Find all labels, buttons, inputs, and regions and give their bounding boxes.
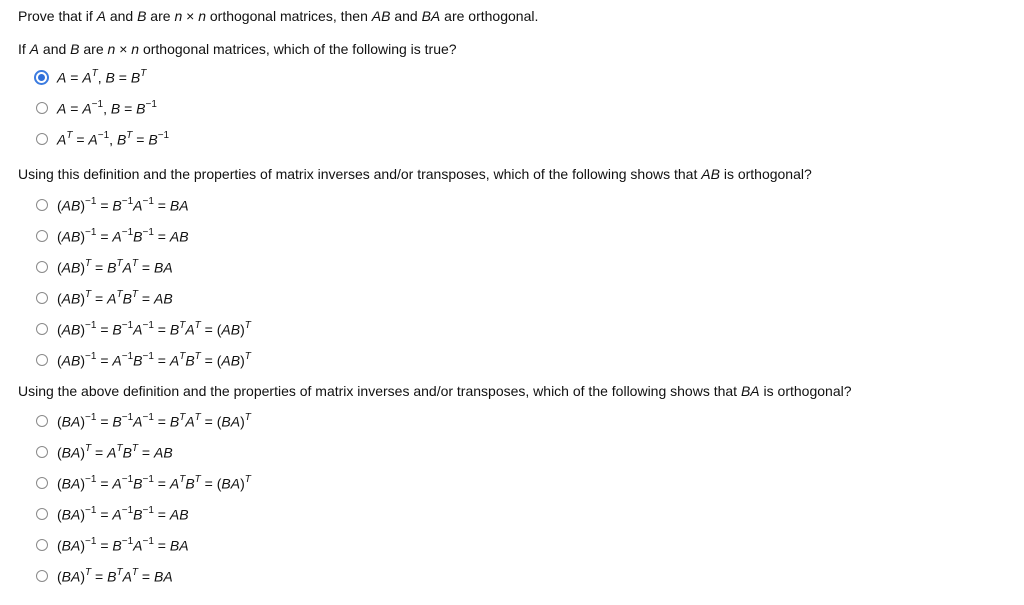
q3-option-3[interactable] — [36, 472, 251, 494]
option-label: $(BA)^T = A^TB^T$ = AB — [57, 442, 173, 461]
q3-option-6[interactable] — [36, 565, 173, 587]
radio-button[interactable] — [36, 292, 48, 304]
radio-button[interactable] — [36, 446, 48, 458]
q1-option-2[interactable] — [36, 97, 157, 119]
q2-option-6[interactable] — [36, 349, 251, 371]
q3-option-4[interactable] — [36, 503, 189, 525]
q3-option-5[interactable] — [36, 534, 189, 556]
question-2-prompt: Using this definition and the properties of matrix inverses and/or transposes, which of the following shows that AB is orthogonal? — [18, 166, 812, 182]
radio-button[interactable] — [36, 261, 48, 273]
q2-option-5[interactable] — [36, 318, 251, 340]
radio-button[interactable] — [36, 539, 48, 551]
option-label: $(AB)^T = B^TA^T$ = BA — [57, 257, 173, 276]
option-label: $(AB)^{-1} = B^{-1}A^{-1} = B^TA^T = (AB)^T$ — [57, 319, 251, 338]
radio-button[interactable] — [36, 323, 48, 335]
question-1-prompt: If A and B are n × n orthogonal matrices, which of the following is true? — [18, 41, 457, 57]
q3-option-2[interactable] — [36, 441, 173, 463]
q2-option-1[interactable] — [36, 194, 189, 216]
q2-option-2[interactable] — [36, 225, 189, 247]
option-label: $A = A^{-1}$, $B = B^{-1}$ — [57, 98, 157, 117]
question-3-prompt: Using the above definition and the properties of matrix inverses and/or transposes, which of the following shows that BA is orthogonal? — [18, 383, 852, 399]
option-label: $(AB)^T = A^TB^T$ = AB — [57, 288, 173, 307]
q2-option-4[interactable] — [36, 287, 173, 309]
radio-button[interactable] — [36, 354, 48, 366]
option-label: $A = A^T$, $B = B^T$ — [57, 67, 147, 86]
radio-button[interactable] — [36, 199, 48, 211]
option-label: $(BA)^{-1} = B^{-1}A^{-1} = B^TA^T = (BA)^T$ — [57, 411, 251, 430]
q3-option-1[interactable] — [36, 410, 251, 432]
option-label: $(AB)^{-1} = B^{-1}A^{-1}$ = BA — [57, 195, 189, 214]
radio-button[interactable] — [36, 133, 48, 145]
q1-option-3[interactable] — [36, 128, 169, 150]
radio-button[interactable] — [36, 415, 48, 427]
q2-option-3[interactable] — [36, 256, 173, 278]
option-label: $(BA)^{-1} = A^{-1}B^{-1}$ = AB — [57, 504, 189, 523]
radio-button[interactable] — [36, 570, 48, 582]
radio-button[interactable] — [36, 230, 48, 242]
option-label: $(AB)^{-1} = A^{-1}B^{-1}$ = AB — [57, 226, 189, 245]
radio-button[interactable] — [36, 508, 48, 520]
radio-button[interactable] — [36, 477, 48, 489]
option-label: $(BA)^{-1} = A^{-1}B^{-1} = A^TB^T = (BA)^T$ — [57, 473, 251, 492]
radio-button[interactable] — [34, 70, 49, 85]
option-label: $(BA)^T = B^TA^T$ = BA — [57, 566, 173, 585]
problem-title: Prove that if A and B are n × n orthogonal matrices, then AB and BA are orthogonal. — [18, 8, 539, 24]
option-label: $A^T = A^{-1}$, $B^T = B^{-1}$ — [57, 129, 170, 148]
option-label: $(AB)^{-1} = A^{-1}B^{-1} = A^TB^T = (AB)^T$ — [57, 350, 251, 369]
option-label: $(BA)^{-1} = B^{-1}A^{-1}$ = BA — [57, 535, 189, 554]
radio-button[interactable] — [36, 102, 48, 114]
q1-option-1[interactable] — [36, 66, 146, 88]
